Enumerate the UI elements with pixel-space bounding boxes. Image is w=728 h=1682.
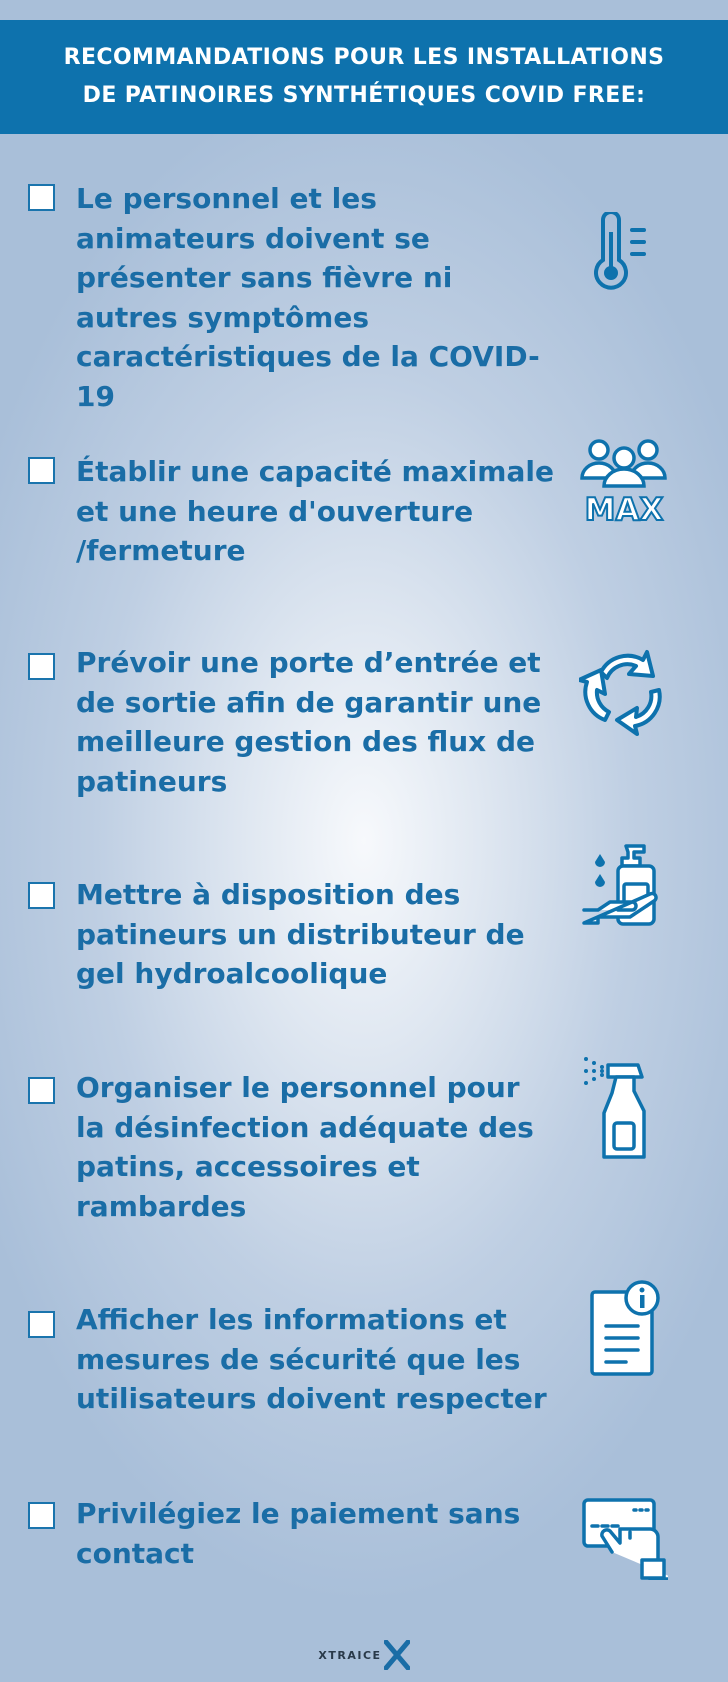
checklist-item-text: Mettre à disposition des patineurs un distributeur de gel hydroalcoolique xyxy=(76,878,525,990)
checkbox[interactable] xyxy=(28,1077,55,1104)
contactless-card-icon xyxy=(582,1496,668,1580)
checklist-item-text: Organiser le personnel pour la désinfection adéquate des patins, accessoires et rambardes xyxy=(76,1071,534,1223)
checklist-item-text: Afficher les informations et mesures de sécurité que les utilisateurs doivent respecter xyxy=(76,1303,547,1415)
checkbox[interactable] xyxy=(28,882,55,909)
recycle-arrows-icon xyxy=(579,646,669,736)
max-label: MAX xyxy=(584,492,664,526)
header-title-line-2: DE PATINOIRES SYNTHÉTIQUES COVID FREE: xyxy=(82,83,646,108)
checkbox[interactable] xyxy=(28,184,55,211)
checkbox[interactable] xyxy=(28,457,55,484)
checklist-item-text: Établir une capacité maximale et une heure d'ouverture /fermeture xyxy=(76,455,554,567)
max-capacity-icon xyxy=(576,436,672,526)
checklist-item-text: Le personnel et les animateurs doivent se présenter sans fièvre ni autres symptômes caractéristiques de la COVID-19 xyxy=(76,182,540,413)
header-title-line-1: RECOMMANDATIONS POUR LES INSTALLATIONS xyxy=(63,45,665,70)
hand-sanitizer-icon xyxy=(582,840,668,930)
thermometer-icon xyxy=(594,212,654,294)
info-document-icon xyxy=(586,1280,662,1376)
logo-x-mark-icon xyxy=(384,1640,410,1670)
header-banner xyxy=(0,20,728,134)
checklist-item-text: Prévoir une porte d’entrée et de sortie afin de garantir une meilleure gestion des flux de patineurs xyxy=(76,646,542,798)
checkbox[interactable] xyxy=(28,653,55,680)
checkbox[interactable] xyxy=(28,1502,55,1529)
checkbox[interactable] xyxy=(28,1311,55,1338)
checklist-item-text: Privilégiez le paiement sans contact xyxy=(76,1497,521,1570)
logo-brand-text: XTRAICE xyxy=(318,1648,382,1662)
spray-bottle-icon xyxy=(582,1053,668,1161)
xtraice-logo xyxy=(0,1640,728,1670)
